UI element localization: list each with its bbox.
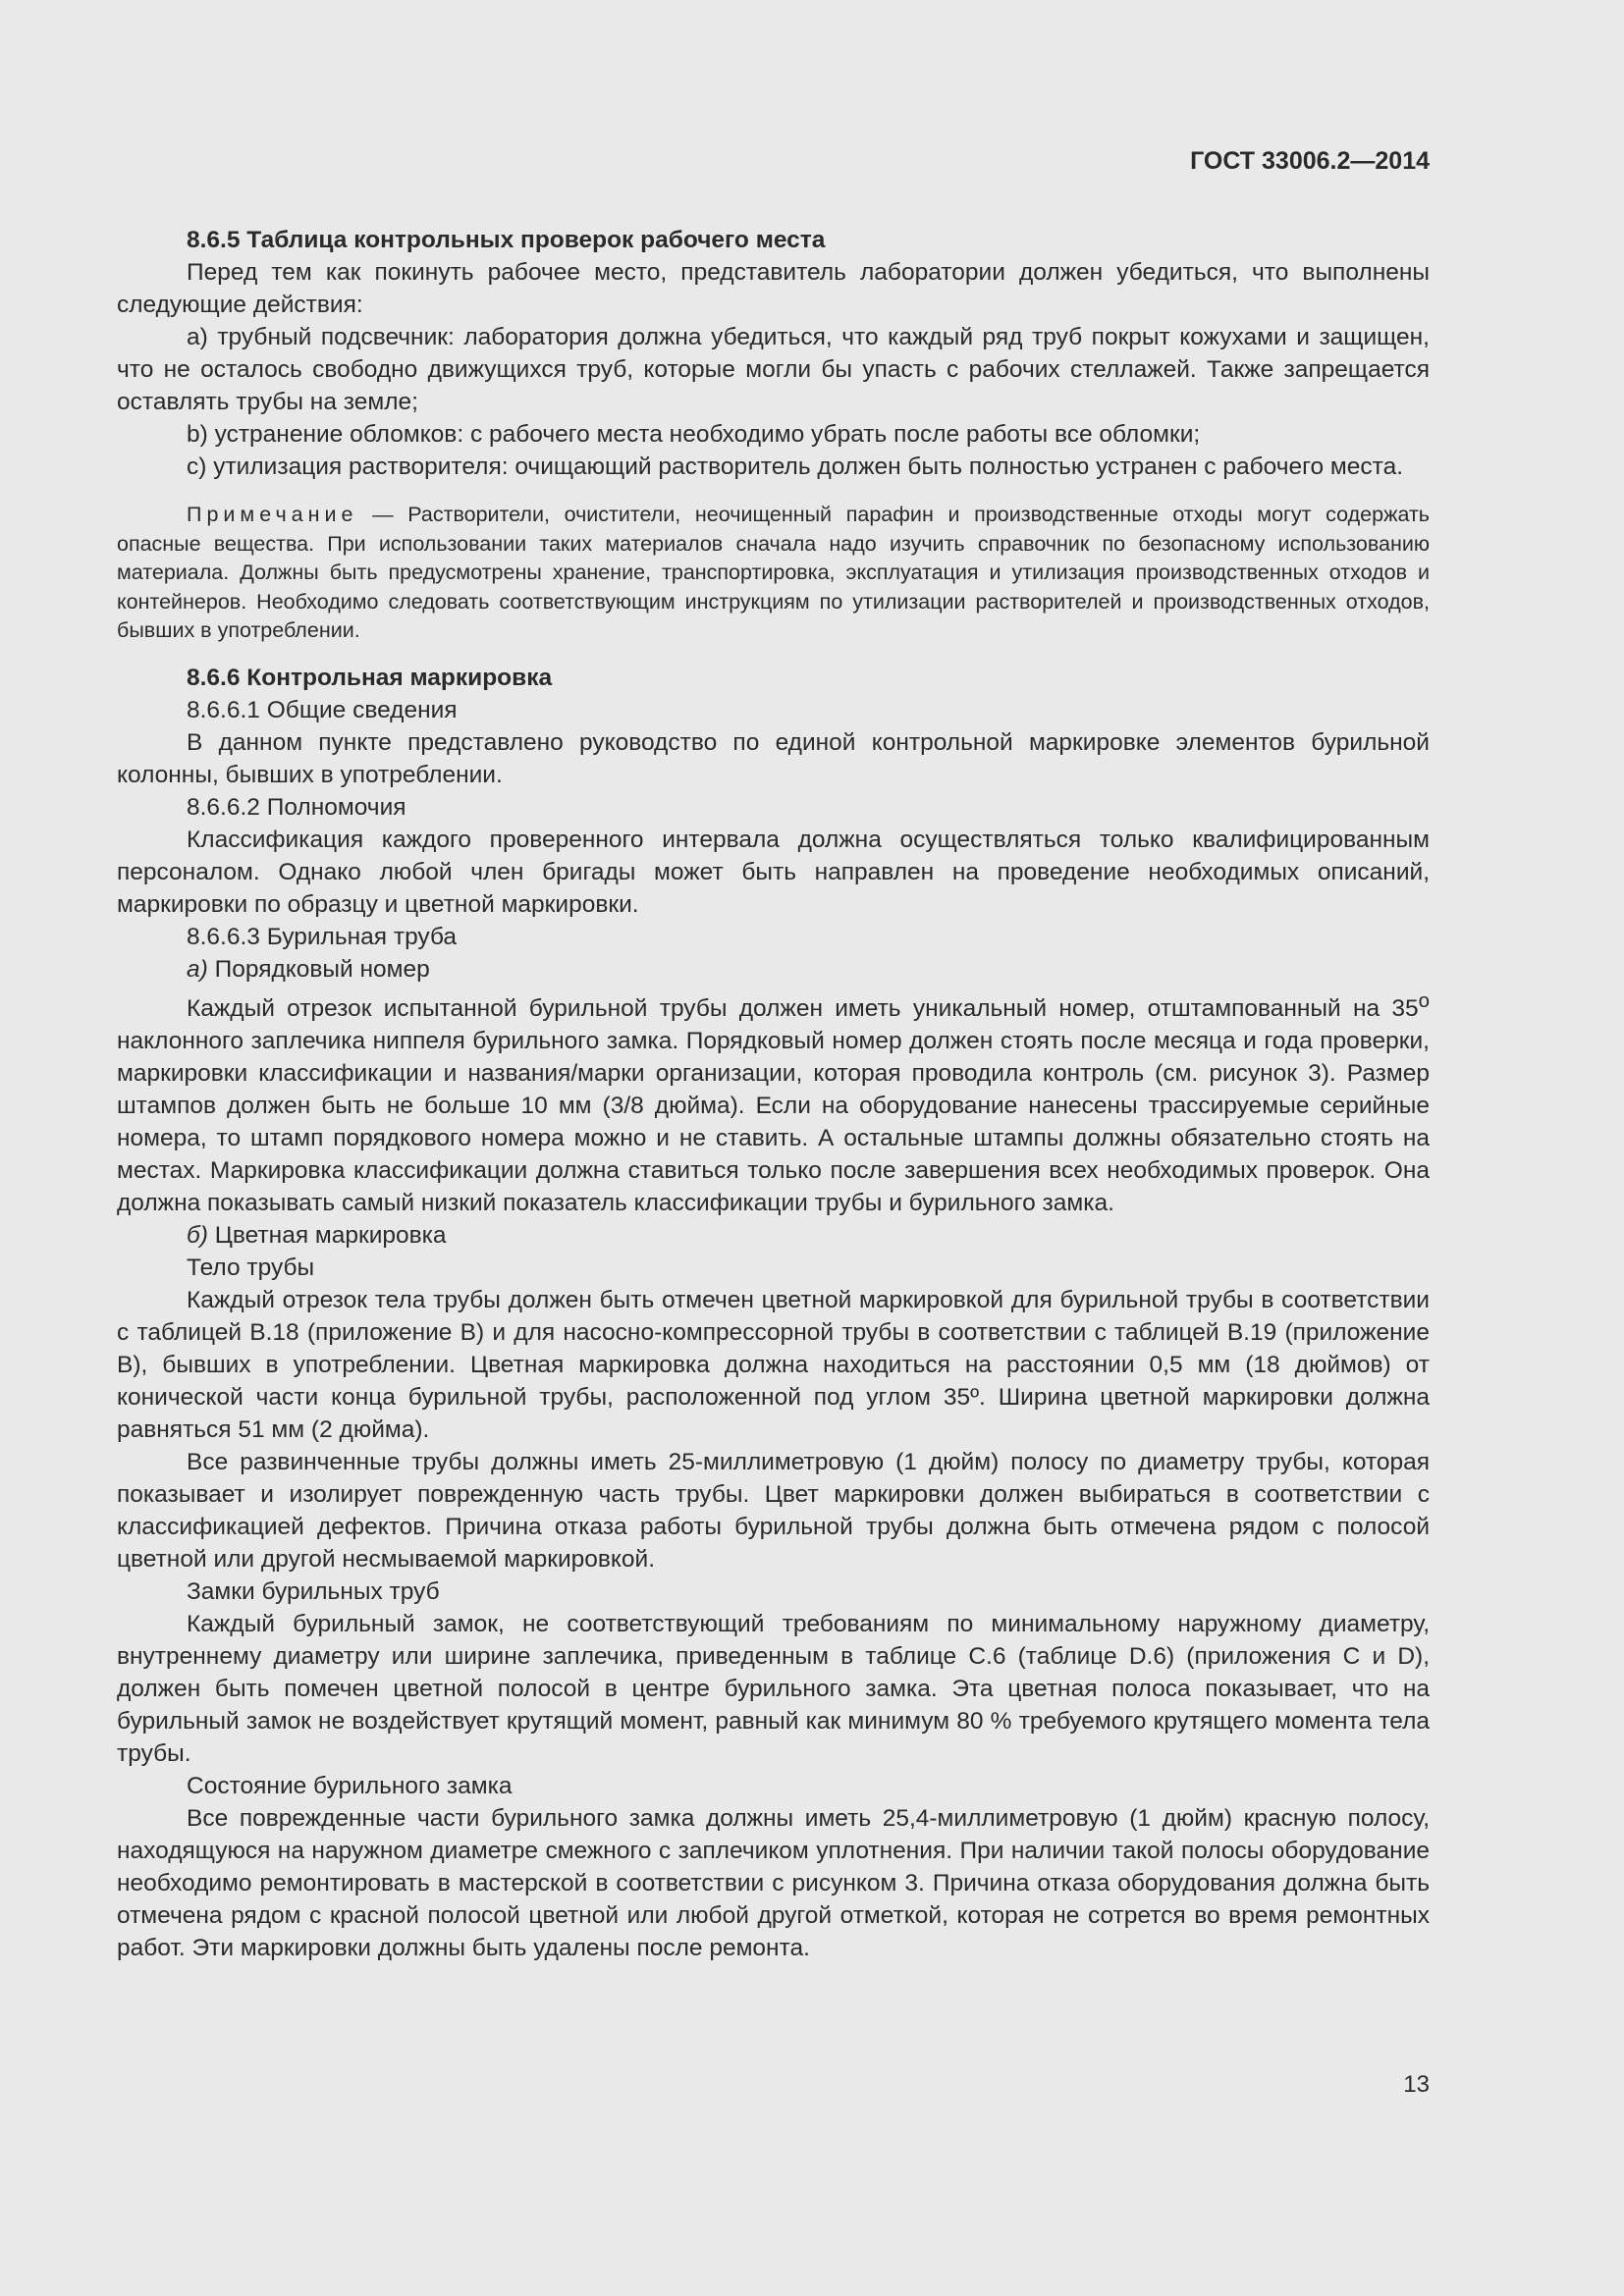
pipe-body-text-1: Каждый отрезок тела трубы должен быть отмечен цветной маркировкой для бурильной трубы в соответствии с таблицей В.18 (приложение В) и для насосно-компрессорной трубы в соответствии с таблицей В.19 (приложение В), бывших в употреблении. Цветная маркировка должна находиться на расстоянии 0,5 мм (18 дюймов) от конической части конца бурильной трубы, расположенной под углом 35º. Ширина цветной маркировки должна равняться 51 мм (2 дюйма).: [117, 1286, 1430, 1443]
list-item-b: b) устранение обломков: с рабочего места необходимо убрать после работы все обломки;: [187, 421, 1201, 448]
section-8-6-5-intro: Перед тем как покинуть рабочее место, представитель лаборатории должен убедиться, что выполнены следующие действия:: [117, 259, 1430, 318]
section-8-6-6-2-text: Классификация каждого проверенного интервала должна осуществляться только квалифицированным персоналом. Однако любой член бригады может быть направлен на проведение необходимых описаний, маркировки по образцу и цветной маркировки.: [117, 826, 1430, 918]
subsection-a-text-part2: наклонного заплечика ниппеля бурильного замка. Порядковый номер должен стоять после месяца и года проверки, маркировки классификации и названия/марки организации, которая проводила контроль (см. рисунок 3). Размер штампов должен быть не больше 10 мм (3/8 дюйма). Если на оборудование нанесены трассируемые серийные номера, то штамп порядкового номера можно и не ставить. А остальные штампы должны обязательно стоять на местах. Маркировка классификации должна ставиться только после завершения всех необходимых проверок. Она должна показывать самый низкий показатель классификации трубы и бурильного замка.: [117, 1027, 1430, 1216]
list-item-c: c) утилизация растворителя: очищающий растворитель должен быть полностью устранен с рабочего места.: [187, 454, 1404, 480]
note-label: Примечание: [187, 503, 358, 526]
joint-state-text: Все поврежденные части бурильного замка должны иметь 25,4-миллиметровую (1 дюйм) красную полосу, находящуюся на наружном диаметре смежного с заплечиком уплотнения. При наличии такой полосы оборудование необходимо ремонтировать в мастерской в соответствии с рисунком 3. Причина отказа оборудования должна быть отмечена рядом с красной полосой цветной или любой другой отметкой, которая не сотрется во время ремонтных работ. Эти маркировки должны быть удалены после ремонта.: [117, 1804, 1430, 1961]
document-page: [117, 0, 1430, 2296]
joint-state-title: Состояние бурильного замка: [187, 1772, 513, 1799]
section-8-6-6-2-title: 8.6.6.2 Полномочия: [187, 793, 406, 821]
page-number: 13: [1403, 2071, 1430, 2098]
degree-mark: о: [1418, 989, 1430, 1012]
list-item-a: а) трубный подсвечник: лаборатория должна убедиться, что каждый ряд труб покрыт кожухами и защищен, что не осталось свободно движущихся труб, которые могли бы упасть с рабочих стеллажей. Также запрещается оставлять трубы на земле;: [117, 324, 1430, 415]
tool-joints-title: Замки бурильных труб: [187, 1577, 440, 1605]
note: [117, 501, 1430, 646]
section-8-6-6-1-text: В данном пункте представлено руководство по единой контрольной маркировке элементов бурильной колонны, бывших в употреблении.: [117, 728, 1430, 788]
subsection-a-marker: а): [187, 955, 208, 983]
pipe-body-text-2: Все развинченные трубы должны иметь 25-миллиметровую (1 дюйм) полосу по диаметру трубы, которая показывает и изолирует поврежденную часть трубы. Цвет маркировки должен выбираться в соответствии с классификацией дефектов. Причина отказа работы бурильной трубы должна быть отмечена рядом с полосой цветной или другой несмываемой маркировкой.: [117, 1448, 1430, 1573]
section-8-6-6-3-title: 8.6.6.3 Бурильная труба: [187, 923, 458, 950]
section-8-6-6-title: 8.6.6 Контрольная маркировка: [187, 664, 553, 691]
note-text: — Растворители, очистители, неочищенный парафин и производственные отходы могут содержать опасные вещества. При использовании таких материалов сначала надо изучить справочник по безопасному использованию материала. Должны быть предусмотрены хранение, транспортировка, эксплуатация и утилизация производственных отходов и контейнеров. Необходимо следовать соответствующим инструкциям по утилизации растворителей и производственных отходов, бывших в употреблении.: [117, 503, 1430, 642]
subsection-b-title: [117, 1219, 1430, 1252]
subsection-a-text-part1: Каждый отрезок испытанной бурильной трубы должен иметь уникальный номер, отштампованный на 35: [187, 994, 1419, 1022]
tool-joints-text: Каждый бурильный замок, не соответствующий требованиям по минимальному наружному диаметру, внутреннему диаметру или ширине заплечика, приведенным в таблице С.6 (таблице D.6) (приложения С и D), должен быть помечен цветной полосой в центре бурильного замка. Эта цветная полоса показывает, что на бурильный замок не воздействует крутящий момент, равный как минимум 80 % требуемого крутящего момента тела трубы.: [117, 1610, 1430, 1767]
subsection-b-label: Цветная маркировка: [207, 1221, 447, 1249]
document-code: ГОСТ 33006.2—2014: [1190, 147, 1430, 175]
pipe-body-title: Тело трубы: [187, 1254, 315, 1281]
subsection-a-label: Порядковый номер: [207, 955, 430, 983]
page-content: [117, 224, 1430, 1964]
section-8-6-6-1-title: 8.6.6.1 Общие сведения: [187, 696, 458, 723]
subsection-b-marker: б): [187, 1221, 208, 1249]
subsection-a-text: [117, 986, 1430, 1219]
subsection-a-title: [117, 953, 1430, 986]
section-8-6-5-title: 8.6.5 Таблица контрольных проверок рабочего места: [187, 227, 826, 253]
